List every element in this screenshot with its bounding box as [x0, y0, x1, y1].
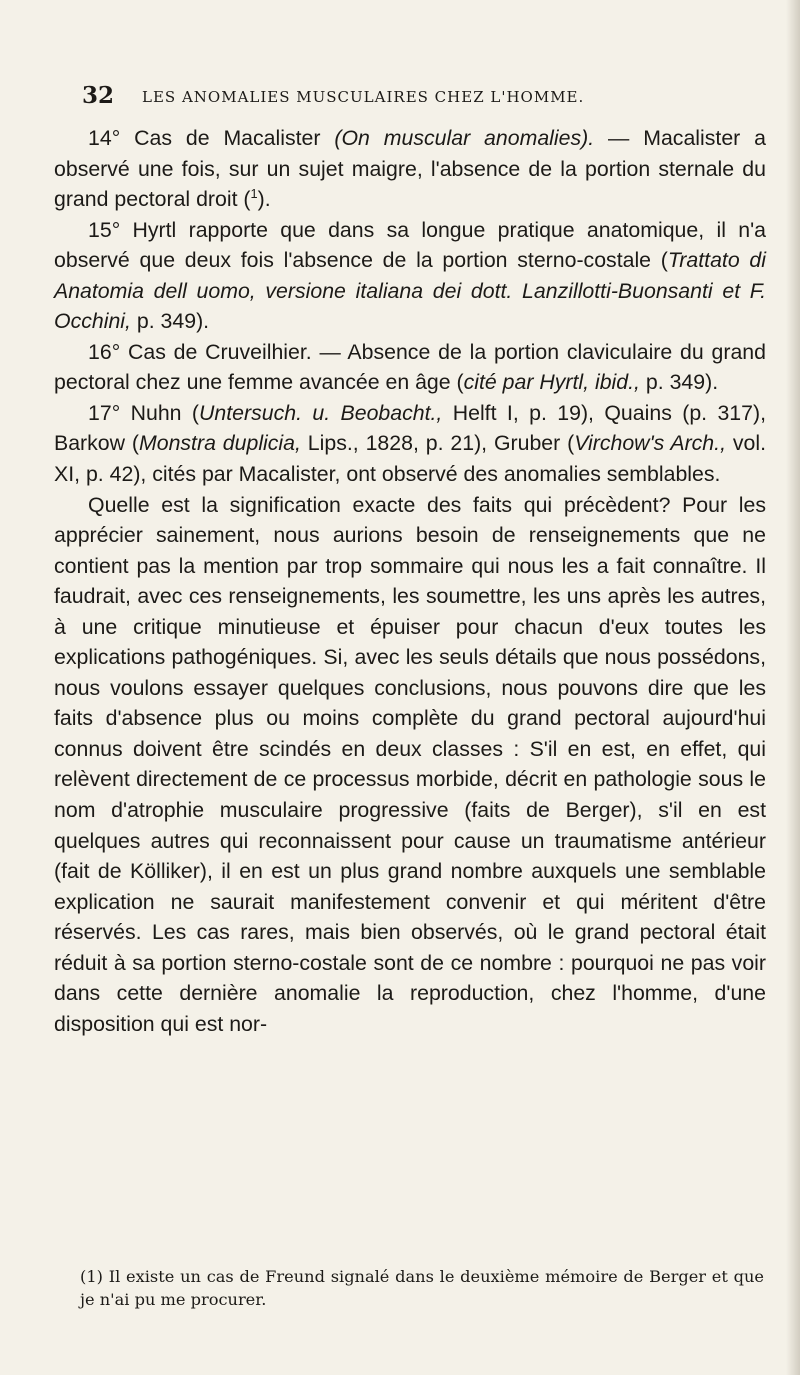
running-title: LES ANOMALIES MUSCULAIRES CHEZ L'HOMME. [142, 88, 585, 106]
citation-italic: Virchow's Arch., [574, 431, 726, 456]
citation-italic: Monstra duplicia, [138, 431, 301, 456]
paragraph-case-16 [54, 337, 766, 398]
paragraph-text: Helft I, p. 19), Quains (p. 317), Barkow ( [54, 400, 767, 456]
paragraph-text: 15° Hyrtl rapporte que dans sa longue pratique anatomique, il n'a observé que deux fois l'absence de la portion sterno-costale ( [54, 217, 766, 273]
footnote [80, 1265, 764, 1311]
paragraph-text: 14° Cas de Macalister [88, 126, 335, 150]
citation-italic: Trattato di Anatomia dell uomo, versione italiana dei dott. Lanzillotti-Buonsanti et F. Occhini, [54, 248, 766, 334]
paragraph-text: p. 349). [130, 309, 210, 334]
footnote-reference: 1 [250, 186, 258, 201]
paragraph-case-17 [54, 398, 766, 490]
footnote-text: Il existe un cas de Freund signalé dans le deuxième mémoire de Berger et que je n'ai pu me procurer. [80, 1267, 764, 1309]
footnote-marker: (1) [80, 1267, 103, 1286]
paragraph-case-14 [54, 123, 766, 215]
paragraph-text: Quelle est la signification exacte des faits qui précèdent? Pour les apprécier sainement, nous aurions besoin de renseignements que ne contient pas la mention par trop sommaire qui nous les a fait connaître. Il faudrait, avec ces renseignements, les soumettre, les uns après les autres, à une critique minutieuse et épuiser pour chacun d'eux toutes les explications pathogéniques. Si, avec les seuls détails que nous possédons, nous voulons essayer quelques conclusions, nous pouvons dire que les faits d'absence plus ou moins complète du grand pectoral aujourd'hui connus doivent être scindés en deux classes : S'il en est, en effet, qui relèvent directement de ce processus morbide, décrit en pathologie sous le nom d'atrophie musculaire progressive (faits de Berger), s'il en est quelques autres qui reconnaissent pour cause un traumatisme antérieur (fait de Kölliker), il en est un plus grand nombre auxquels une semblable explication ne saurait manifestement convenir et qui méritent d'être réservés. Les cas rares, mais bien observés, où le grand pectoral était réduit à sa portion sterno-costale sont de ce nombre : pourquoi ne pas voir dans cette dernière anomalie la reproduction, chez l'homme, d'une disposition qui est nor- [54, 492, 766, 1036]
page-header [82, 82, 758, 114]
paragraph-text: ). [257, 187, 271, 212]
paragraph-case-15 [54, 215, 766, 337]
citation-italic: (On muscular anomalies). [334, 126, 595, 150]
paragraph-text: Lips., 1828, p. 21), Gruber ( [300, 431, 575, 456]
citation-italic: cité par Hyrtl, ibid., [463, 370, 640, 395]
paragraph-text: vol. XI, p. 42), cités par Macalister, ont observé des anomalies semblables. [54, 431, 766, 487]
paragraph-discussion [54, 490, 766, 1040]
paragraph-text: 17° Nuhn ( [88, 400, 199, 425]
body-text [54, 123, 766, 1039]
paragraph-text: 16° Cas de Cruveilhier. — Absence de la portion claviculaire du grand pectoral chez une femme avancée en âge ( [54, 339, 766, 395]
page-number: 32 [82, 82, 115, 109]
paragraph-text: p. 349). [639, 370, 719, 395]
paragraph-text: — Macalister a observé une fois, sur un sujet maigre, l'absence de la portion sternale du grand pectoral droit ( [54, 126, 766, 212]
citation-italic: Untersuch. u. Beobacht., [199, 400, 443, 425]
page-edge-shadow [786, 0, 800, 1375]
